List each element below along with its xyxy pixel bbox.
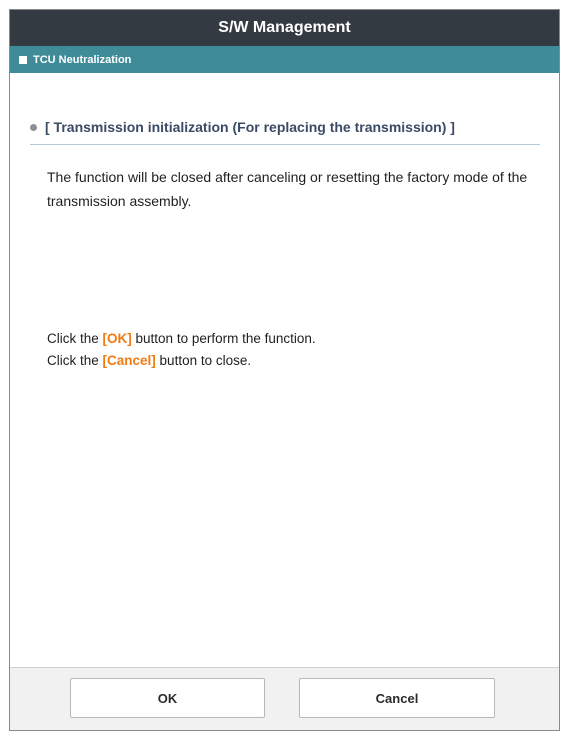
cancel-button[interactable]: Cancel bbox=[299, 678, 495, 718]
sw-management-window bbox=[9, 9, 560, 731]
description-text: The function will be closed after canceling or resetting the factory mode of the transmission assembly. bbox=[47, 169, 528, 209]
instruction-line-ok bbox=[47, 328, 537, 350]
section-title-text: [ Transmission initialization (For replacing the transmission) ] bbox=[45, 119, 455, 135]
subheader-label: TCU Neutralization bbox=[33, 53, 132, 66]
content-panel bbox=[10, 73, 559, 669]
window-title: S/W Management bbox=[218, 19, 351, 36]
instruction-line-cancel bbox=[47, 350, 537, 372]
instruction-ok-prefix: Click the bbox=[47, 331, 103, 346]
section-heading bbox=[30, 119, 540, 145]
title-bar bbox=[10, 10, 559, 46]
subheader-bar bbox=[10, 46, 559, 73]
instruction-cancel-suffix: button to close. bbox=[155, 353, 252, 368]
circle-bullet-icon bbox=[30, 124, 37, 131]
instructions-block bbox=[47, 328, 537, 372]
button-footer bbox=[10, 667, 559, 730]
ok-button[interactable]: OK bbox=[70, 678, 265, 718]
square-bullet-icon bbox=[19, 56, 27, 64]
instruction-cancel-highlight: [Cancel] bbox=[102, 353, 156, 368]
instruction-cancel-prefix: Click the bbox=[47, 353, 103, 368]
instruction-ok-suffix: button to perform the function. bbox=[131, 331, 316, 346]
instruction-ok-highlight: [OK] bbox=[102, 331, 132, 346]
